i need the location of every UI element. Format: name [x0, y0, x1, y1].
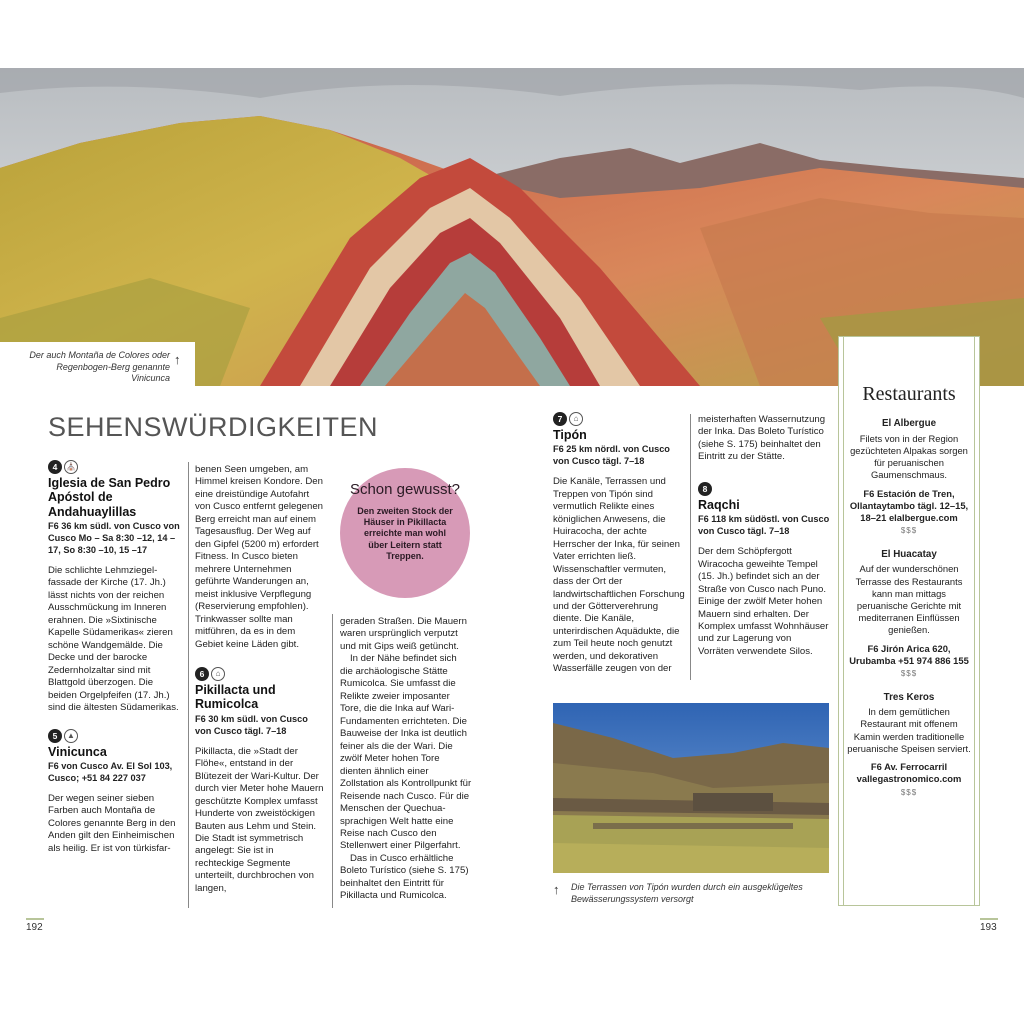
entry-body-6-cont-1: geraden Straßen. Die Mauern waren ursprünglich verputzt und mit Gips weiß getüncht.: [340, 616, 467, 652]
column-divider: [188, 462, 189, 908]
bubble-title: Schon gewusst?: [349, 481, 461, 498]
entry-body-5: Der wegen seiner sieben Farben auch Montaña de Colores genannte Berg in den Anden gilt den Einheimischen als heilig. Er ist von türkisfar-: [48, 792, 176, 854]
tipon-caption: [553, 882, 843, 905]
restaurants-sidebar: [838, 336, 980, 906]
entry-title-7: Tipón: [553, 428, 587, 442]
church-icon: ⛪: [64, 460, 78, 474]
price-rating: $$$: [900, 526, 918, 536]
entry-number-4: 4: [48, 460, 62, 474]
entry-title-4: Iglesia de San Pedro Apóstol de Andahuaylillas: [48, 476, 171, 519]
hero-caption-text: Der auch Montaña de Colores oder Regenbogen-Berg genannte Vinicunca: [29, 350, 170, 384]
column-divider: [690, 414, 691, 680]
restaurant-desc: Filets von in der Region gezüchteten Alpakas sorgen für peruanischen Gaumenschmaus.: [850, 432, 968, 481]
restaurant-name: El Huacatay: [881, 548, 937, 560]
price-rating: $$$: [900, 669, 918, 679]
page-number-right: 193: [980, 922, 997, 933]
entry-body-4: Die schlichte Lehmziegel-fassade der Kirche (17. Jh.) lässt nichts von der reichen Ausschmückung im Inneren erahnen. Die »Sixtinische Kapelle Südamerikas« zieren schöne Wandgemälde. Die Decke und der barocke Zedernholzaltar sind mit Blattgold überzogen. Die beiden Orgelpfeifen (17. Jh.) sind die ältesten Südamerikas.: [48, 564, 179, 714]
column-5: [698, 414, 830, 658]
column-3: [340, 616, 472, 903]
bubble-body: Den zweiten Stock der Häuser in Pikillacta erreichte man wohl über Leitern statt Treppen.: [357, 505, 453, 561]
page-number-left: 192: [26, 922, 43, 933]
did-you-know-bubble: [340, 468, 470, 598]
entry-body-6-cont-2: In der Nähe befindet sich die archäologische Stätte Rumicolca. Sie umfasst die Relikte zweier imposanter Tore, die die Inka auf Wari-Fundamenten errichteten. Die Bauweise der Inka ist deutlich feiner als die der Wari. Die zwölf Meter hohen Tore dienten ähnlich einer Zollstation als Kontrollpunkt für Reisende nach Cusco. Für die Menschen der Quechua-sprachigen Welt hatte eine Reise nach Cusco den Stellenwert einer Pilgerfahrt.: [340, 653, 472, 852]
entry-number-5: 5: [48, 729, 62, 743]
entry-body-6: Pikillacta, die »Stadt der Flöhe«, entstand in der Blütezeit der Wari-Kultur. Der durch vier Meter hohe Mauern geschützte Komplex umfasst Hunderte von zweistöckigen Bauten aus Lehm und Stein. Die Stadt ist symmetrisch angelegt: Sie ist in rechteckige Segmente unterteilt, durchbrochen von langen,: [195, 745, 324, 894]
entry-title-8: Raqchi: [698, 497, 740, 512]
entry-info-6: F6 30 km südl. von Cusco von Cusco tägl. 7–18: [195, 713, 308, 736]
entry-info-8: F6 118 km südöstl. von Cusco von Cusco tägl. 7–18: [698, 514, 830, 537]
restaurants-title: Restaurants: [862, 383, 956, 405]
entry-body-8: Der dem Schöpfergott Wiracocha geweihte Tempel (15. Jh.) befindet sich an der Straße von Cusco nach Puno. Einige der zwölf Meter hohen Mauern sind erhalten. Der Komplex umfasst Wohnhäuser und zur Lagerung von Vorräten verwendete Silos.: [698, 546, 829, 657]
restaurant-info: F6 Estación de Tren, Ollantaytambo tägl. 12–15, 18–21 elalbergue.com: [849, 487, 969, 524]
ruins-icon: ⌂: [211, 667, 225, 681]
column-divider: [332, 614, 333, 908]
tipon-caption-text: Die Terrassen von Tipón wurden durch ein ausgeklügeltes Bewässerungssystem versorgt: [571, 882, 803, 904]
entry-info-7: F6 25 km nördl. von Cusco von Cusco tägl. 7–18: [553, 444, 670, 467]
column-1: [48, 460, 183, 855]
entry-body-5-cont: benen Seen umgeben, am Himmel kreisen Kondore. Den eine dreistündige Autofahrt von Cusco entfernt gelegenen Berg erreicht man auf einem Tagesausflug. Der Weg auf den Gipfel (5200 m) erfordert Fitness. In Cusco bieten mehrere Unternehmen geführte Wanderungen an, meist inklusive Verpflegung (Reservierung empfohlen). Trinkwasser sollte man mitführen, da es in dem Gebiet keine Läden gibt.: [195, 464, 324, 650]
entry-info-4: F6 36 km südl. von Cusco von Cusco Mo – Sa 8:30 –12, 14 –17, So 8:30 –10, 15 –17: [48, 521, 180, 556]
restaurant-item: [847, 549, 971, 680]
tipon-terraces-image: [553, 703, 829, 873]
restaurant-name: El Albergue: [881, 418, 937, 429]
price-rating: $$$: [900, 787, 918, 797]
restaurant-item: [847, 692, 971, 798]
restaurant-info: F6 Av. Ferrocarril vallegastronomico.com: [856, 761, 962, 785]
mountain-icon: ▲: [64, 729, 78, 743]
entry-title-5: Vinicunca: [48, 744, 107, 759]
entry-body-7-cont: meisterhaften Wassernutzung der Inka. Das Boleto Turístico (siehe S. 175) beinhaltet den Eintritt zu der Stätte.: [698, 414, 826, 463]
entry-number-8: 8: [698, 482, 712, 496]
entry-title-6: Pikillacta und Rumicolca: [195, 683, 276, 712]
entry-info-5: F6 von Cusco Av. El Sol 103, Cusco; +51 84 227 037: [48, 760, 173, 783]
entry-body-7: Die Kanäle, Terrassen und Treppen von Tipón sind vermutlich Relikte eines königlichen Anwesens, die Huiracocha, der achte Herrscher der Inka, für seinen Vater errichten ließ. Wissenschaftler vermuten, dass der Ort der landwirtschaftlichen Forschung und der Götterverehrung diente. Die Kanäle, unterirdischen Aquädukte, die zum Teil heute noch genutzt werden, und dekorativen Wasserfälle zeugen von der: [553, 476, 685, 675]
hero-caption: [0, 342, 195, 392]
restaurant-desc: In dem gemütlichen Restaurant mit offenem Kamin werden traditionelle peruanische Speisen serviert.: [847, 706, 971, 754]
restaurant-desc: Auf der wunderschönen Terrasse des Restaurants kann man mittags peruanische Gerichte mit mediterranen Einflüssen genießen.: [855, 563, 963, 636]
ruins-icon: ⌂: [569, 412, 583, 426]
restaurant-info: F6 Jirón Arica 620, Urubamba +51 974 886 155: [849, 642, 969, 666]
column-2: [195, 464, 325, 895]
restaurant-item: [847, 418, 971, 537]
tipon-photo: [553, 703, 829, 873]
section-title: SEHENSWÜRDIGKEITEN: [48, 412, 379, 442]
entry-body-6-cont-3: Das in Cusco erhältliche Boleto Turístico (siehe S. 175) beinhaltet den Eintritt für Pikillacta und Rumicolca.: [340, 852, 469, 902]
column-4: [553, 412, 685, 676]
arrow-up-icon: ↑: [174, 352, 181, 367]
entry-number-6: 6: [195, 667, 209, 681]
restaurant-name: Tres Keros: [883, 691, 935, 703]
entry-number-7: 7: [553, 412, 567, 426]
arrow-up-icon: ↑: [553, 882, 560, 897]
